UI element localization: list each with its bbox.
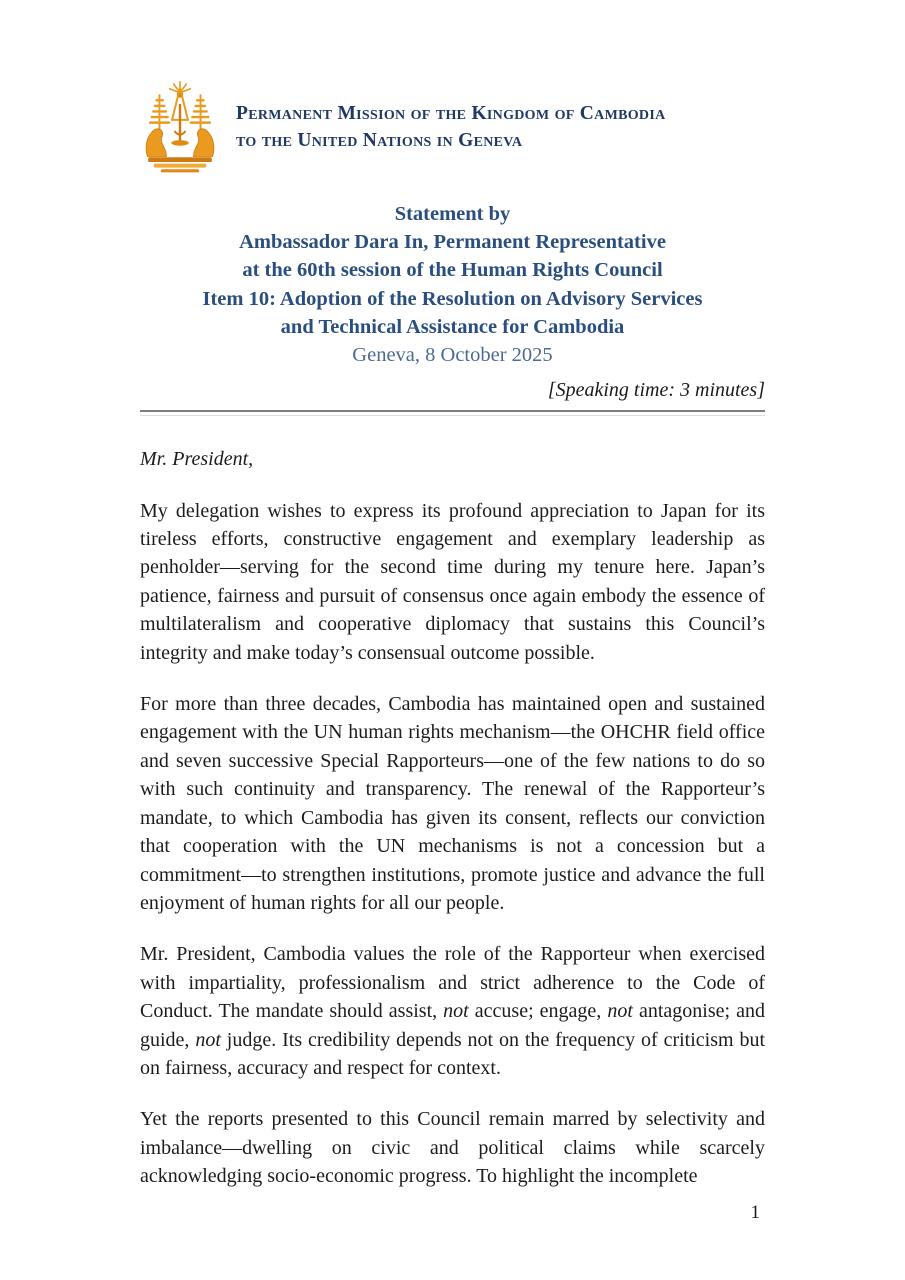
mission-name bbox=[236, 100, 666, 154]
title-line-1: Statement by bbox=[394, 203, 511, 225]
salutation: Mr. President, bbox=[140, 448, 254, 471]
mandate-seg-3: judge. Its credibility depends not on the frequency of criticism but on fairness, accuracy and respect for context. bbox=[140, 1028, 765, 1079]
divider-rule bbox=[140, 410, 765, 416]
paragraph-appreciation: My delegation wishes to express its profound appreciation to Japan for its tireless efforts, constructive engagement and exemplary leadership as penholder—serving for the second time during my tenure here. Japan’s patience, fairness and pursuit of consensus once again embody the essence of multilateralism and cooperative diplomacy that sustains this Council’s integrity and make today’s consensual outcome possible. bbox=[140, 499, 765, 664]
mandate-italic-2: not bbox=[607, 1000, 633, 1023]
mandate-seg-1: accuse; engage, bbox=[468, 1000, 608, 1023]
page-number: 1 bbox=[750, 1202, 760, 1223]
statement-title-block bbox=[140, 200, 765, 369]
statement-body bbox=[140, 445, 765, 1190]
title-line-3: at the 60th session of the Human Rights Council bbox=[242, 259, 663, 282]
title-line-2: Ambassador Dara In, Permanent Representative bbox=[239, 231, 666, 254]
speaking-time-note: [Speaking time: 3 minutes] bbox=[547, 379, 765, 402]
mandate-seg-0: Mr. President, Cambodia values the role of the Rapporteur when exercised with impartiality, professionalism and strict adherence to the Code of Conduct. The mandate should assist, bbox=[140, 943, 765, 1023]
statement-date: Geneva, 8 October 2025 bbox=[352, 344, 553, 367]
mission-name-line2: to the United Nations in Geneva bbox=[236, 130, 523, 151]
title-line-4: Item 10: Adoption of the Resolution on Advisory Services bbox=[202, 287, 703, 310]
paragraph-mandate bbox=[140, 940, 765, 1082]
letterhead bbox=[140, 80, 765, 174]
mandate-italic-3: not bbox=[195, 1028, 221, 1051]
mandate-seg-2: antagonise; and guide, bbox=[140, 1000, 765, 1051]
paragraph-engagement: For more than three decades, Cambodia has maintained open and sustained engagement with the UN human rights mechanism—the OHCHR field office and seven successive Special Rapporteurs—one of the few nations to do so with such continuity and transparency. The renewal of the Rapporteur’s mandate, to which Cambodia has given its consent, reflects our conviction that cooperation with the UN mechanisms is not a concession but a commitment—to strengthen institutions, promote justice and advance the full enjoyment of human rights for all our people. bbox=[140, 693, 765, 914]
mission-name-line1: Permanent Mission of the Kingdom of Cambodia bbox=[236, 103, 666, 124]
cambodia-royal-arms-icon bbox=[140, 80, 220, 174]
paragraph-reports: Yet the reports presented to this Council remain marred by selectivity and imbalance—dwelling on civic and political claims while scarcely acknowledging socio-economic progress. To highlight the incomplete bbox=[140, 1108, 765, 1188]
title-line-5: and Technical Assistance for Cambodia bbox=[280, 315, 625, 338]
mandate-italic-1: not bbox=[443, 1000, 469, 1023]
